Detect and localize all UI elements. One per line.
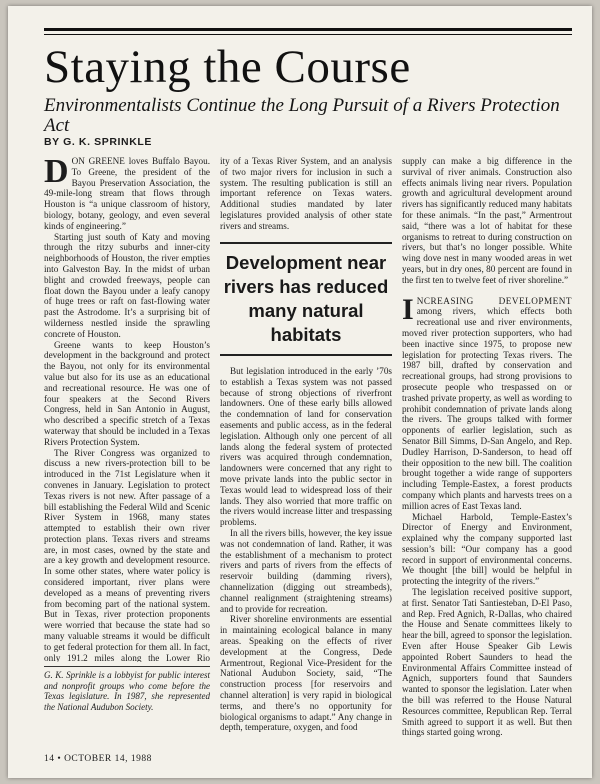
top-rule-thick xyxy=(44,28,572,31)
section-lead xyxy=(402,292,572,512)
paragraph: Michael Harbold, Temple-Eastex’s Director of Energy and Environment, explained why the company supported last session’s bill: “Our company has a good record in support of environmental concerns. We thought [the bill] would be helpful in protecting the integrity of the rivers.” xyxy=(402,511,572,587)
pull-quote: Development near rivers has reduced many natural habitats xyxy=(220,242,392,356)
page-folio: 14 • OCTOBER 14, 1988 xyxy=(44,754,152,764)
drop-cap: D xyxy=(44,156,69,190)
paragraph: The legislation received positive support, at first. Senator Tati Santiesteban, D-El Paso, and Rep. Fred Agnich, R-Dallas, who chaired the House and Senate committees likely to hear the bill, agreed to sponsor the legislation. Even after House Speaker Gib Lewis appointed Robert Saunders to head the Environmental Affairs Committee instead of Agnich, supporters found that Saunders wanted to sponsor the legislation. Later when the bill was referred to the House Natural Resources committee, Republican Rep. Terral Smith agreed to support it as well. But then things started going wrong. xyxy=(402,587,572,738)
paragraph: River shoreline environments are essential in maintaining ecological balance in many areas. Speaking on the effects of river development at the Congress, Dede Armentrout, Regional Vice-President for the National Audubon Society, said, “The construction process [for reservoirs and channel alteration] is very rapid in biological terms, and there’s no opportunity for biological organisms to adapt.” Any change in depth, temperature, oxygen, and food xyxy=(220,614,392,733)
drop-cap: I xyxy=(402,292,414,326)
top-rule-thin xyxy=(44,34,572,35)
author-bio: G. K. Sprinkle is a lobbyist for public interest and nonprofit groups who come before the Texas legislature. In 1987, she represented the National Audubon Society. xyxy=(44,670,210,712)
column-2-body xyxy=(220,366,392,768)
paragraph: Starting just south of Katy and moving through the ritzy suburbs and inner-city neighborhoods of Houston, the river empties into Galveston Bay. In the midst of urban blight and crowded freeways, people can float down the Bayou under a leafy canopy of huge trees or raft on fast-flowing water past the Astrodome. It’s a surprising bit of wilderness nestled inside the sprawling concrete of Houston. xyxy=(44,231,210,339)
paragraph: supply can make a big difference in the survival of river animals. Construction also effects animals living near rivers. Population growth and agricultural development around rivers has significantly reduced many habitats for these animals. “In the past,” Armentrout said, “there was a lot of habitat for these organisms to retreat to during construction on rivers, but that’s no longer possible. White wing dove nest in many wooded areas in wet years, but in dry ones, 80 percent are found in the first ten to twelve feet of river shoreline.” xyxy=(402,156,572,285)
bio-divider xyxy=(44,666,210,667)
byline: BY G. K. SPRINKLE xyxy=(44,136,153,148)
column-2-top: ity of a Texas River System, and an analysis of two major rivers for inclusion in such a system. The resulting publication is still an important reference on Texas waters. Additional studies mandated by later legislatures provided analysis of other state rivers and streams. xyxy=(220,156,392,231)
magazine-page xyxy=(8,6,592,778)
lead-paragraph xyxy=(44,156,210,232)
lead-caps: NCREASING DEVELOPMENT xyxy=(416,295,572,306)
paragraph: But legislation introduced in the early ’70s to establish a Texas system was not passed because of strong objections of riverfront landowners. One of these early bills allowed the condemnation of land for conservation easements and public access, as in the federal legislation. Although only one percent of all lands along the federal system of protected rivers was acquired through condemnation, landowners were concerned that any right to move private lands into the public sector in Texas would lead to widespread loss of their lands. They also worried that more traffic on the rivers would increase litter and trespassing problems. xyxy=(220,366,392,528)
column-3 xyxy=(402,156,572,756)
lead-text: ON GREENE loves Buffalo Bayou. To Greene, the president of the Bayou Preservation Association, the 49-mile-long stream that flows through Houston is “a unique classroom of history, biology, botany, geology, and even several kinds of engineering.” xyxy=(44,156,210,231)
lead-text: among rivers, which effects both recreational use and river environments, moved river protection supporters, who had been inactive since 1975, to propose new legislation for protecting Texas rivers. The 1987 bill, drafted by conservation and recreational groups, had strong provisions to prosecute people who trespassed on or trashed private property, as well as wording to prohibit condemnation of private lands along the rivers. The groups talked with former opponents of earlier legislation, such as Senator Bill Simms, D-San Angelo, and Rep. Dudley Harrison, D-Sanderson, to head off their opposition to the new bill. The coalition brought together a wide range of supporters including Temple-Eastex, a forest products company which plants and harvests trees on a million acres of East Texas land. xyxy=(402,306,572,511)
column-1 xyxy=(44,156,210,662)
paragraph: In all the rivers bills, however, the key issue was not condemnation of land. Rather, it was the establishment of a mechanism to protect rivers and parts of rivers from the effects of reservoir building (damming rivers), channelization (digging out streambeds), channel realignment (straightening streams) and to provide for recreation. xyxy=(220,527,392,614)
article-title: Staying the Course xyxy=(44,41,411,93)
paragraph: The River Congress was organized to discuss a new rivers-protection bill to be introduced in the 71st Legislature when it convenes in January. Legislation to protect Texas rivers is not new. After passage of a bill establishing the Federal Wild and Scenic River System in 1968, many states attempted to establish their own river protection plans. Texas rivers and streams are, in most cases, owned by the state and are a key growth and development resource. In some other states, where water policy is considered important, river plans were developed as a means of preventing rivers from becoming part of the national system. But in Texas, river protection proponents were worried that because the state had so many valuable streams it would be difficult to get federal protection for them all. In fact, only 191.2 miles along the Lower Rio xyxy=(44,447,210,662)
paragraph: Greene wants to keep Houston’s development in the background and protect the Bayou, not only for its environmental value but also for its use as an educational and recreational resource. He was one of four speakers at the Second Rivers Congress, held in San Antonio in August, who described a specific stretch of a Texas waterway that should be included in a Texas Rivers Protection System. xyxy=(44,339,210,447)
article-subtitle: Environmentalists Continue the Long Pursuit of a Rivers Protection Act xyxy=(44,95,560,136)
